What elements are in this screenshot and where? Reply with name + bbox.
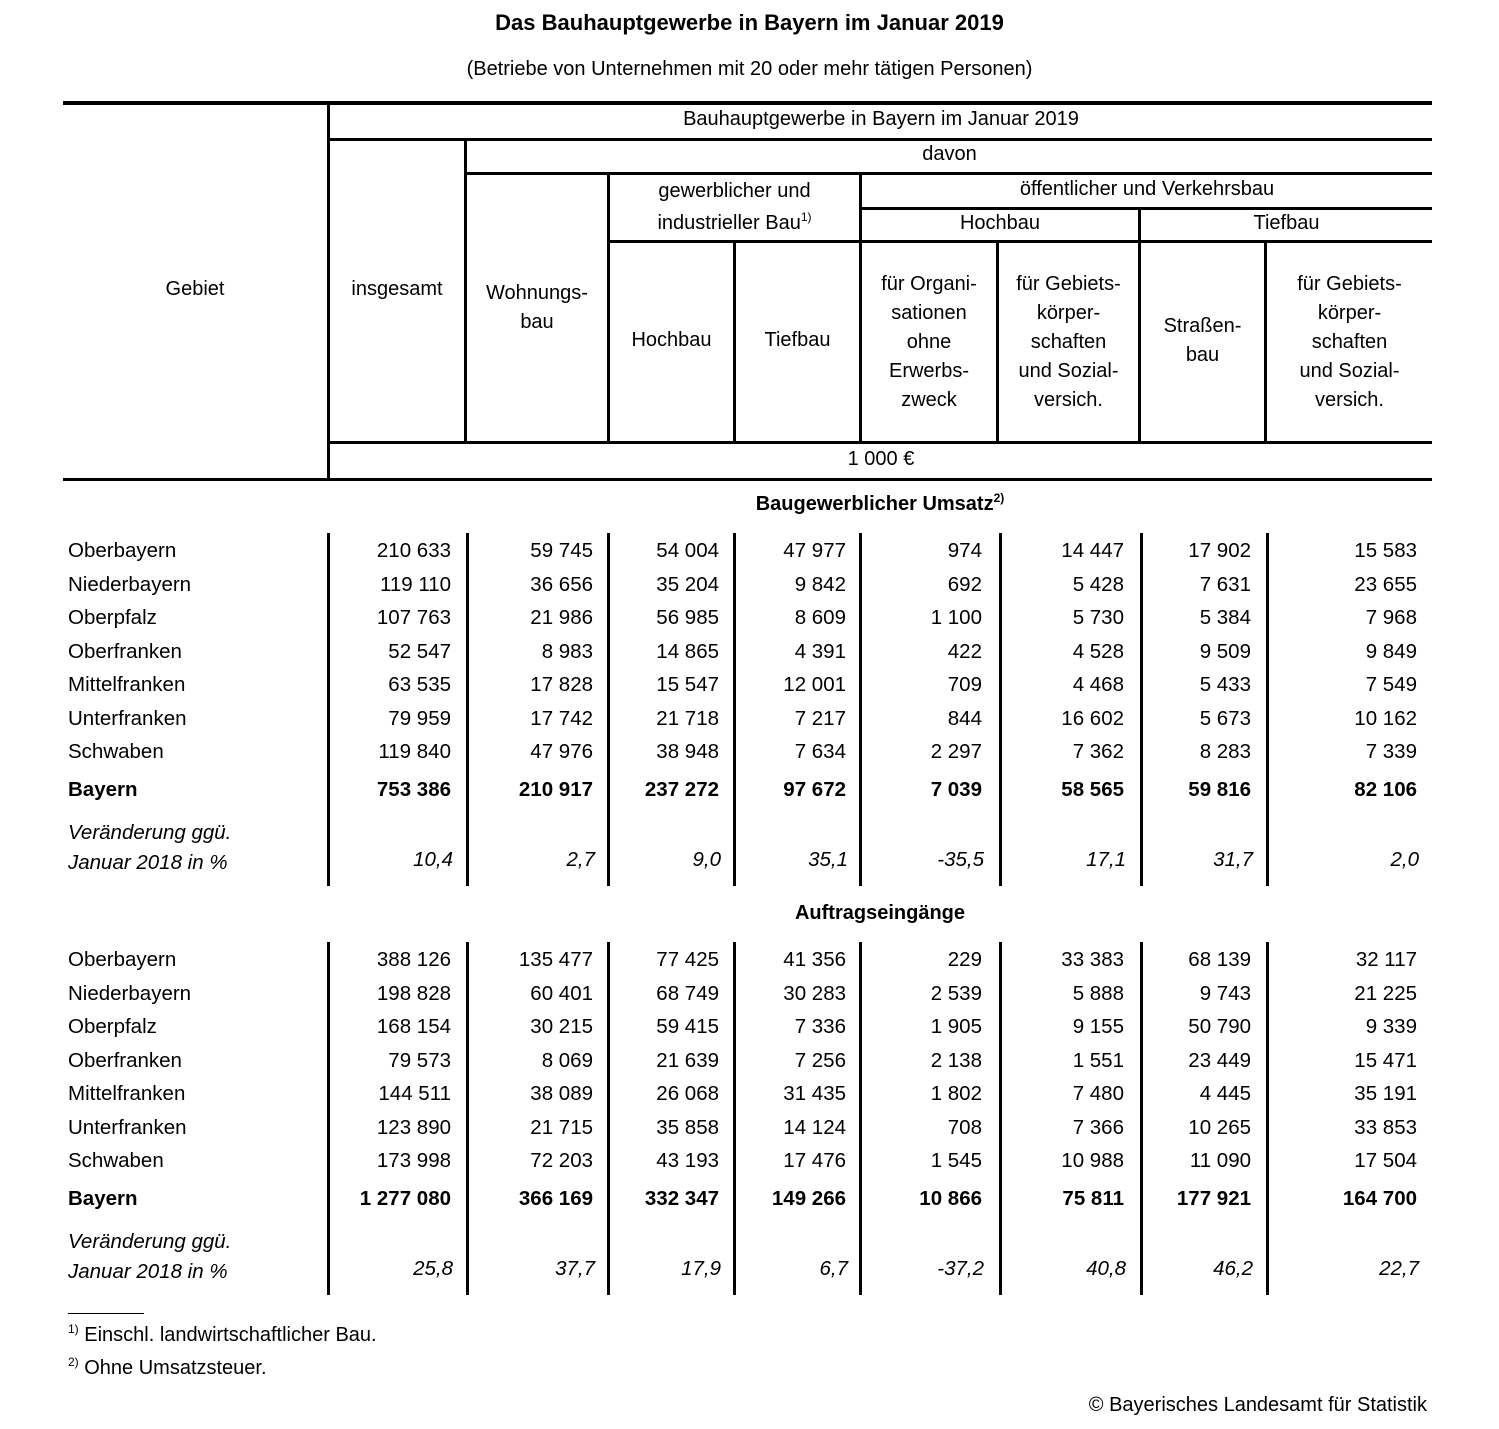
cell-value: 107 763 bbox=[376, 606, 451, 629]
cell-value: 708 bbox=[947, 1115, 982, 1139]
footnote-ref: 1) bbox=[800, 210, 812, 224]
footnote: $^{2)}$ Ohne Umsatzsteuer. bbox=[68, 1355, 267, 1379]
row-label: Oberpfalz bbox=[68, 1015, 157, 1038]
cell-value: 21 986 bbox=[530, 606, 593, 629]
change-value: 40,8 bbox=[1086, 1256, 1126, 1280]
cell-value: 4 528 bbox=[1072, 639, 1124, 663]
cell-value: 9 743 bbox=[1199, 981, 1251, 1005]
section-title: Baugewerblicher Umsatz$^{2)}$ bbox=[755, 491, 1005, 515]
table-row bbox=[0, 539, 1499, 573]
cell-value: 26 068 bbox=[656, 1082, 719, 1105]
cell-value: 8 983 bbox=[541, 639, 593, 663]
cell-value: 30 215 bbox=[530, 1015, 593, 1038]
cell-value: 56 985 bbox=[656, 606, 719, 629]
cell-value: 210 633 bbox=[376, 539, 451, 562]
change-value: -35,5 bbox=[937, 847, 984, 871]
row-label: Oberfranken bbox=[68, 639, 182, 663]
change-value: 17,1 bbox=[1086, 847, 1126, 871]
cell-value: 237 272 bbox=[644, 777, 719, 801]
table-row bbox=[0, 948, 1499, 982]
total-row bbox=[0, 778, 1499, 812]
cell-value: 79 959 bbox=[388, 706, 451, 730]
cell-value: 10 988 bbox=[1061, 1149, 1124, 1172]
cell-value: 7 336 bbox=[794, 1015, 846, 1038]
cell-value: 7 366 bbox=[1072, 1115, 1124, 1139]
change-label: Veränderung ggü. Januar 2018 in % bbox=[68, 820, 232, 874]
cell-value: 38 948 bbox=[656, 740, 719, 763]
change-value: 6,7 bbox=[819, 1256, 848, 1280]
cell-value: 43 193 bbox=[656, 1149, 719, 1172]
table-row bbox=[0, 1049, 1499, 1083]
cell-value: 164 700 bbox=[1342, 1186, 1417, 1210]
header-organisationen: für Organi- sationen ohne Erwerbs- zweck bbox=[881, 273, 977, 411]
table-row bbox=[0, 606, 1499, 640]
cell-value: 692 bbox=[947, 572, 982, 596]
cell-value: 9 339 bbox=[1365, 1015, 1417, 1038]
cell-value: 14 865 bbox=[656, 639, 719, 663]
cell-value: 844 bbox=[947, 706, 982, 730]
cell-value: 7 634 bbox=[794, 740, 846, 763]
footnote: $^{1)}$ Einschl. landwirtschaftlicher Bau. bbox=[68, 1322, 377, 1346]
cell-value: 2 138 bbox=[930, 1048, 982, 1072]
cell-value: 36 656 bbox=[530, 572, 593, 596]
cell-value: 33 383 bbox=[1061, 948, 1124, 971]
cell-value: 2 539 bbox=[930, 981, 982, 1005]
cell-value: 72 203 bbox=[530, 1149, 593, 1172]
cell-value: 17 742 bbox=[530, 706, 593, 730]
cell-value: 17 902 bbox=[1188, 539, 1251, 562]
cell-value: 14 447 bbox=[1061, 539, 1124, 562]
cell-value: 9 849 bbox=[1365, 639, 1417, 663]
cell-value: 1 100 bbox=[930, 606, 982, 629]
cell-value: 5 888 bbox=[1072, 981, 1124, 1005]
cell-value: 1 802 bbox=[930, 1082, 982, 1105]
total-row bbox=[0, 1187, 1499, 1221]
cell-value: 388 126 bbox=[376, 948, 451, 971]
cell-value: 15 583 bbox=[1354, 539, 1417, 562]
header-gebietskoerper-hoch: für Gebiets- körper- schaften und Sozial- versich. bbox=[1016, 273, 1121, 411]
change-value: 22,7 bbox=[1379, 1256, 1419, 1280]
header-unit: 1 000 € bbox=[847, 448, 915, 470]
row-label: Schwaben bbox=[68, 1149, 164, 1172]
cell-value: 30 283 bbox=[783, 981, 846, 1005]
change-value: 37,7 bbox=[555, 1256, 595, 1280]
cell-value: 9 155 bbox=[1072, 1015, 1124, 1038]
cell-value: 79 573 bbox=[388, 1048, 451, 1072]
row-label: Oberbayern bbox=[68, 539, 177, 562]
table-row bbox=[0, 740, 1499, 774]
table-row bbox=[0, 1116, 1499, 1150]
cell-value: 75 811 bbox=[1062, 1186, 1124, 1210]
footnote-ref: 2) bbox=[993, 491, 1005, 505]
table-row bbox=[0, 640, 1499, 674]
change-value: 25,8 bbox=[413, 1256, 453, 1280]
cell-value: 753 386 bbox=[376, 777, 451, 801]
table-row bbox=[0, 982, 1499, 1016]
change-value: 10,4 bbox=[413, 847, 453, 871]
cell-value: 68 749 bbox=[656, 981, 719, 1005]
cell-value: 229 bbox=[947, 948, 982, 971]
cell-value: 38 089 bbox=[530, 1082, 593, 1105]
change-value: -37,2 bbox=[937, 1256, 984, 1280]
cell-value: 59 816 bbox=[1188, 777, 1251, 801]
cell-value: 35 191 bbox=[1354, 1082, 1417, 1105]
row-label: Unterfranken bbox=[68, 1115, 187, 1139]
change-value: 46,2 bbox=[1213, 1256, 1253, 1280]
cell-value: 135 477 bbox=[518, 948, 593, 971]
header-oeff-hochbau: Hochbau bbox=[959, 212, 1041, 234]
cell-value: 144 511 bbox=[378, 1082, 451, 1105]
cell-value: 5 384 bbox=[1199, 606, 1251, 629]
cell-value: 97 672 bbox=[783, 777, 846, 801]
cell-value: 9 509 bbox=[1199, 639, 1251, 663]
cell-value: 7 631 bbox=[1199, 572, 1251, 596]
cell-value: 21 718 bbox=[656, 706, 719, 730]
cell-value: 1 905 bbox=[930, 1015, 982, 1038]
cell-value: 10 162 bbox=[1354, 706, 1417, 730]
cell-value: 47 976 bbox=[530, 740, 593, 763]
cell-value: 12 001 bbox=[783, 673, 846, 696]
cell-value: 41 356 bbox=[783, 948, 846, 971]
header-oeffentlich: öffentlicher und Verkehrsbau bbox=[1019, 178, 1275, 200]
cell-value: 366 169 bbox=[518, 1186, 593, 1210]
cell-value: 168 154 bbox=[376, 1015, 451, 1038]
change-value: 2,7 bbox=[566, 847, 595, 871]
cell-value: 59 745 bbox=[530, 539, 593, 562]
cell-value: 5 433 bbox=[1199, 673, 1251, 696]
row-label: Unterfranken bbox=[68, 706, 187, 730]
cell-value: 1 277 080 bbox=[359, 1186, 451, 1210]
cell-value: 10 265 bbox=[1188, 1115, 1251, 1139]
cell-value: 7 039 bbox=[930, 777, 982, 801]
cell-value: 7 968 bbox=[1365, 606, 1417, 629]
cell-value: 7 256 bbox=[794, 1048, 846, 1072]
table-row bbox=[0, 1015, 1499, 1049]
cell-value: 15 547 bbox=[656, 673, 719, 696]
cell-value: 23 449 bbox=[1188, 1048, 1251, 1072]
change-label: Veränderung ggü. Januar 2018 in % bbox=[68, 1229, 232, 1283]
table-row bbox=[0, 673, 1499, 707]
cell-value: 35 858 bbox=[656, 1115, 719, 1139]
cell-value: 7 480 bbox=[1072, 1082, 1124, 1105]
header-wohnungsbau: Wohnungs- bau bbox=[486, 282, 588, 333]
cell-value: 11 090 bbox=[1189, 1149, 1251, 1172]
header-gew-hochbau: Hochbau bbox=[631, 329, 712, 351]
cell-value: 17 504 bbox=[1354, 1149, 1417, 1172]
header-gewerblich: gewerblicher und industrieller Bau$^{1)}$ bbox=[657, 180, 812, 234]
row-label: Oberbayern bbox=[68, 948, 177, 971]
cell-value: 8 609 bbox=[794, 606, 846, 629]
cell-value: 14 124 bbox=[783, 1115, 846, 1139]
cell-value: 5 730 bbox=[1072, 606, 1124, 629]
header-gebietskoerper-tief: für Gebiets- körper- schaften und Sozial- versich. bbox=[1297, 273, 1402, 411]
row-label: Bayern bbox=[68, 1186, 138, 1210]
cell-value: 974 bbox=[947, 539, 982, 562]
cell-value: 177 921 bbox=[1176, 1186, 1251, 1210]
cell-value: 8 283 bbox=[1199, 740, 1251, 763]
cell-value: 54 004 bbox=[656, 539, 719, 562]
change-row bbox=[0, 1257, 1499, 1291]
row-label: Schwaben bbox=[68, 740, 164, 763]
cell-value: 10 866 bbox=[919, 1186, 982, 1210]
cell-value: 17 828 bbox=[530, 673, 593, 696]
cell-value: 4 391 bbox=[794, 639, 846, 663]
cell-value: 35 204 bbox=[656, 572, 719, 596]
row-label: Niederbayern bbox=[68, 572, 192, 596]
change-row bbox=[0, 848, 1499, 882]
change-value: 2,0 bbox=[1390, 847, 1419, 871]
row-label: Mittelfranken bbox=[68, 673, 186, 696]
cell-value: 9 842 bbox=[794, 572, 846, 596]
cell-value: 15 471 bbox=[1354, 1048, 1417, 1072]
cell-value: 47 977 bbox=[783, 539, 846, 562]
cell-value: 1 551 bbox=[1072, 1048, 1124, 1072]
cell-value: 7 549 bbox=[1365, 673, 1417, 696]
row-label: Bayern bbox=[68, 777, 138, 801]
cell-value: 8 069 bbox=[541, 1048, 593, 1072]
cell-value: 5 428 bbox=[1072, 572, 1124, 596]
cell-value: 119 110 bbox=[379, 572, 451, 596]
cell-value: 59 415 bbox=[656, 1015, 719, 1038]
cell-value: 709 bbox=[947, 673, 982, 696]
cell-value: 119 840 bbox=[378, 740, 451, 763]
cell-value: 422 bbox=[947, 639, 982, 663]
cell-value: 52 547 bbox=[388, 639, 451, 663]
cell-value: 4 445 bbox=[1199, 1082, 1251, 1105]
header-gebiet: Gebiet bbox=[165, 278, 225, 300]
cell-value: 77 425 bbox=[656, 948, 719, 971]
cell-value: 1 545 bbox=[930, 1149, 982, 1172]
cell-value: 50 790 bbox=[1188, 1015, 1251, 1038]
cell-value: 23 655 bbox=[1354, 572, 1417, 596]
cell-value: 82 106 bbox=[1354, 777, 1417, 801]
cell-value: 2 297 bbox=[930, 740, 982, 763]
section-title: Auftragseingänge bbox=[794, 902, 966, 924]
cell-value: 21 639 bbox=[656, 1048, 719, 1072]
cell-value: 21 225 bbox=[1354, 981, 1417, 1005]
cell-value: 68 139 bbox=[1188, 948, 1251, 971]
cell-value: 7 339 bbox=[1365, 740, 1417, 763]
cell-value: 58 565 bbox=[1061, 777, 1124, 801]
cell-value: 149 266 bbox=[771, 1186, 846, 1210]
cell-value: 16 602 bbox=[1061, 706, 1124, 730]
table-row bbox=[0, 707, 1499, 741]
header-main: Bauhauptgewerbe in Bayern im Januar 2019 bbox=[683, 108, 1079, 130]
cell-value: 63 535 bbox=[388, 673, 451, 696]
table-row bbox=[0, 1149, 1499, 1183]
header-strassenbau: Straßen- bau bbox=[1163, 315, 1242, 366]
cell-value: 210 917 bbox=[518, 777, 593, 801]
cell-value: 21 715 bbox=[530, 1115, 593, 1139]
cell-value: 17 476 bbox=[783, 1149, 846, 1172]
header-bottom-rule bbox=[63, 478, 1432, 481]
table-row bbox=[0, 1082, 1499, 1116]
cell-value: 7 362 bbox=[1072, 740, 1124, 763]
header-davon: davon bbox=[922, 143, 977, 165]
cell-value: 332 347 bbox=[644, 1186, 719, 1210]
cell-value: 60 401 bbox=[530, 981, 593, 1005]
cell-value: 4 468 bbox=[1072, 673, 1124, 696]
table-row bbox=[0, 573, 1499, 607]
copyright: © Bayerisches Landesamt für Statistik bbox=[1088, 1394, 1427, 1416]
header-insgesamt: insgesamt bbox=[351, 278, 443, 300]
cell-value: 31 435 bbox=[783, 1082, 846, 1105]
cell-value: 33 853 bbox=[1354, 1115, 1417, 1139]
row-label: Mittelfranken bbox=[68, 1082, 186, 1105]
cell-value: 5 673 bbox=[1199, 706, 1251, 730]
cell-value: 173 998 bbox=[376, 1149, 451, 1172]
footnote-rule bbox=[68, 1313, 144, 1314]
cell-value: 7 217 bbox=[794, 706, 846, 730]
cell-value: 123 890 bbox=[376, 1115, 451, 1139]
cell-value: 198 828 bbox=[376, 981, 451, 1005]
page-title: Das Bauhauptgewerbe in Bayern im Januar 2019 bbox=[495, 10, 1004, 35]
change-value: 31,7 bbox=[1213, 847, 1253, 871]
change-value: 9,0 bbox=[692, 847, 721, 871]
cell-value: 32 117 bbox=[1355, 948, 1417, 971]
row-label: Niederbayern bbox=[68, 981, 192, 1005]
row-label: Oberpfalz bbox=[68, 606, 157, 629]
header-gew-tiefbau: Tiefbau bbox=[764, 329, 831, 351]
row-label: Oberfranken bbox=[68, 1048, 182, 1072]
change-value: 17,9 bbox=[681, 1256, 721, 1280]
page-subtitle: (Betriebe von Unternehmen mit 20 oder mehr tätigen Personen) bbox=[466, 58, 1033, 80]
change-value: 35,1 bbox=[808, 847, 848, 871]
header-oeff-tiefbau: Tiefbau bbox=[1253, 212, 1320, 234]
